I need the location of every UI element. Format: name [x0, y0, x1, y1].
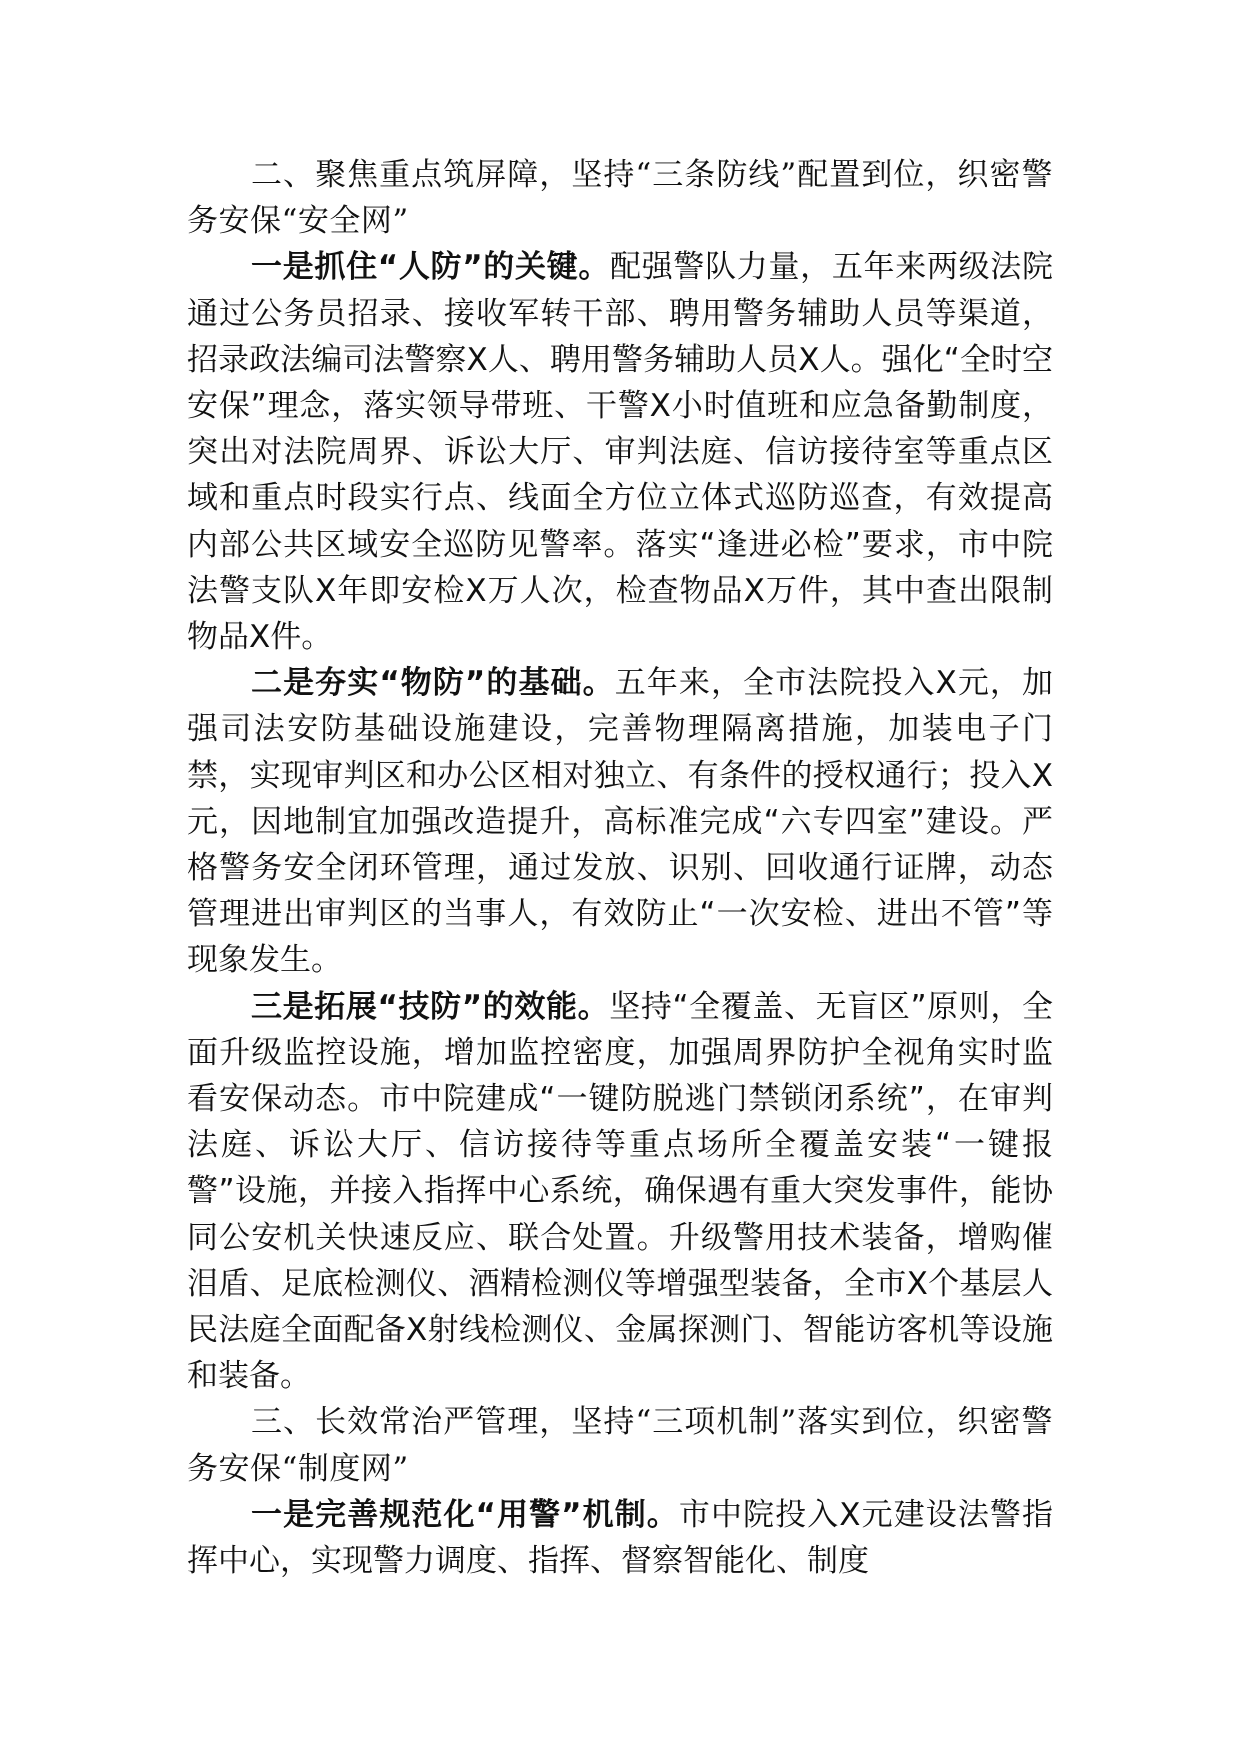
paragraph-physical-defense-text: 五年来，全市法院投入X元，加强司法安防基础设施建设，完善物理隔离措施，加装电子门禁，实现审判区和办公区相对独立、有条件的授权通行；投入X元，因地制宜加强改造提升，高标准完成“六专四室”建设。严格警务安全闭环管理，通过发放、识别、回收通行证牌，动态管理进出审判区的当事人，有效防止“一次安检、进出不管”等现象发生。	[187, 665, 1053, 979]
section-heading-3	[187, 1399, 1053, 1491]
section-heading-2-text: 二、聚焦重点筑屏障，坚持“三条防线”配置到位，织密警务安保“安全网”	[187, 157, 1053, 240]
paragraph-people-defense-text: 配强警队力量，五年来两级法院通过公务员招录、接收军转干部、聘用警务辅助人员等渠道，招录政法编司法警察X人、聘用警务辅助人员X人。强化“全时空安保”理念，落实领导带班、干警X小时值班和应急备勤制度，突出对法院周界、诉讼大厅、审判法庭、信访接待室等重点区域和重点时段实行点、线面全方位立体式巡防巡查，有效提高内部公共区域安全巡防见警率。落实“逢进必检”要求，市中院法警支队X年即安检X万人次，检查物品X万件，其中查出限制物品X件。	[187, 249, 1053, 656]
paragraph-physical-defense	[187, 660, 1053, 983]
paragraph-tech-defense-text: 坚持“全覆盖、无盲区”原则，全面升级监控设施，增加监控密度，加强周界防护全视角实时监看安保动态。市中院建成“一键防脱逃门禁锁闭系统”，在审判法庭、诉讼大厅、信访接待等重点场所全覆盖安装“一键报警”设施，并接入指挥中心系统，确保遇有重大突发事件，能协同公安机关快速反应、联合处置。升级警用技术装备，增购催泪盾、足底检测仪、酒精检测仪等增强型装备，全市X个基层人民法庭全面配备X射线检测仪、金属探测门、智能访客机等设施和装备。	[187, 988, 1054, 1395]
paragraph-people-defense-lead: 一是抓住“人防”的关键。	[251, 249, 611, 286]
paragraph-physical-defense-lead: 二是夯实“物防”的基础。	[251, 665, 615, 702]
paragraph-people-defense	[187, 244, 1053, 660]
section-heading-3-text: 三、长效常治严管理，坚持“三项机制”落实到位，织密警务安保“制度网”	[187, 1404, 1053, 1487]
paragraph-police-mechanism-lead: 一是完善规范化“用警”机制。	[251, 1496, 679, 1533]
section-heading-2	[187, 152, 1053, 244]
document-page	[187, 152, 1053, 1584]
paragraph-tech-defense	[187, 984, 1053, 1400]
paragraph-police-mechanism-text: 市中院投入X元建设法警指挥中心，实现警力调度、指挥、督察智能化、制度	[187, 1496, 1053, 1580]
paragraph-tech-defense-lead: 三是拓展“技防”的效能。	[251, 988, 610, 1025]
paragraph-police-mechanism	[187, 1492, 1053, 1584]
